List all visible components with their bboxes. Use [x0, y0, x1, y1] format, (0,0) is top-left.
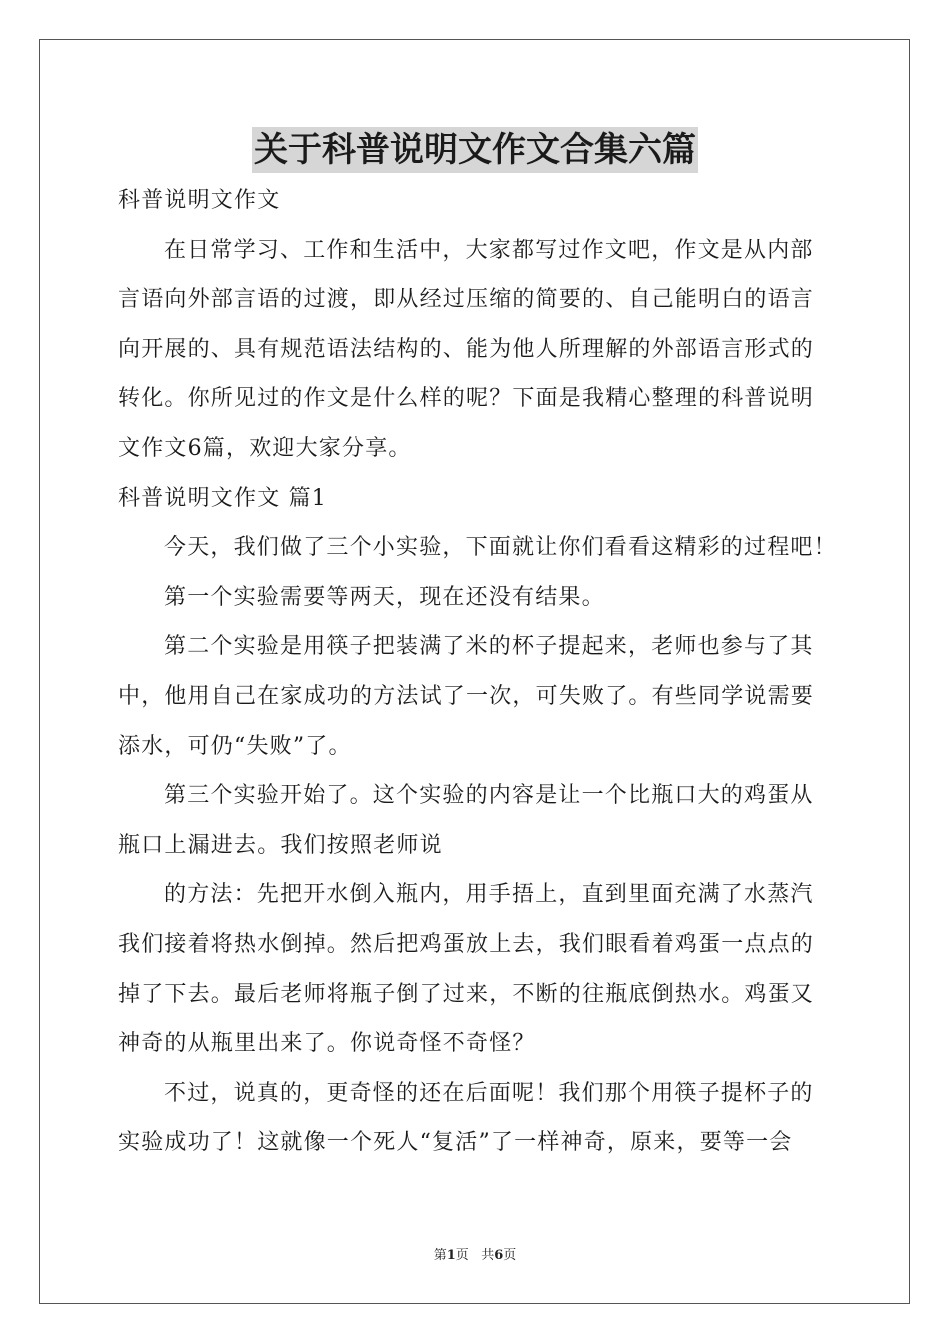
document-body — [118, 176, 840, 1168]
text-line: 今天，我们做了三个小实验，下面就让你们看看这精彩的过程吧！ — [164, 535, 837, 561]
text-line: 神奇的从瓶里出来了。你说奇怪不奇怪？ — [118, 1031, 536, 1057]
footer-total-prefix: 共 — [481, 1248, 495, 1263]
text-line: 我们接着将热水倒掉。然后把鸡蛋放上去，我们眼看着鸡蛋一点点的 — [118, 931, 815, 957]
footer-page-suffix: 页 — [455, 1248, 469, 1263]
text-line: 的方法：先把开水倒入瓶内，用手捂上，直到里面充满了水蒸汽 — [164, 882, 814, 908]
text-line: 第三个实验开始了。这个实验的内容是让一个比瓶口大的鸡蛋从 — [164, 783, 814, 809]
text-line: 言语向外部言语的过渡，即从经过压缩的简要的、自己能明白的语言 — [118, 287, 815, 313]
text-line: 实验成功了！这就像一个死人“复活”了一样神奇，原来，要等一会 — [118, 1130, 793, 1156]
text-line: 添水，可仍“失败”了。 — [118, 733, 352, 759]
text-line: 科普说明文作文 篇1 — [118, 485, 327, 511]
text-line: 第一个实验需要等两天，现在还没有结果。 — [164, 584, 605, 610]
footer-page-total: 6 — [494, 1248, 504, 1263]
text-line: 文作文6篇，欢迎大家分享。 — [118, 435, 412, 461]
text-line: 瓶口上漏进去。我们按照老师说 — [118, 832, 443, 858]
text-line: 向开展的、具有规范语法结构的、能为他人所理解的外部语言形式的 — [118, 336, 815, 362]
title-container — [0, 127, 950, 173]
text-line: 转化。你所见过的作文是什么样的呢？下面是我精心整理的科普说明 — [118, 386, 815, 412]
text-line: 第二个实验是用筷子把装满了米的杯子提起来，老师也参与了其 — [164, 634, 814, 660]
footer-page-prefix: 第 — [433, 1248, 447, 1263]
text-line: 中，他用自己在家成功的方法试了一次，可失败了。有些同学说需要 — [118, 683, 815, 709]
text-line: 科普说明文作文 — [118, 188, 281, 213]
page-footer — [0, 1247, 950, 1265]
text-line: 不过，说真的，更奇怪的还在后面呢！我们那个用筷子提杯子的 — [164, 1080, 814, 1106]
document-title: 关于科普说明文作文合集六篇 — [252, 127, 698, 173]
footer-page-current: 1 — [446, 1248, 456, 1263]
text-line: 掉了下去。最后老师将瓶子倒了过来，不断的往瓶底倒热水。鸡蛋又 — [118, 981, 815, 1007]
footer-total-suffix: 页 — [503, 1248, 517, 1263]
text-line: 在日常学习、工作和生活中，大家都写过作文吧，作文是从内部 — [164, 237, 814, 263]
